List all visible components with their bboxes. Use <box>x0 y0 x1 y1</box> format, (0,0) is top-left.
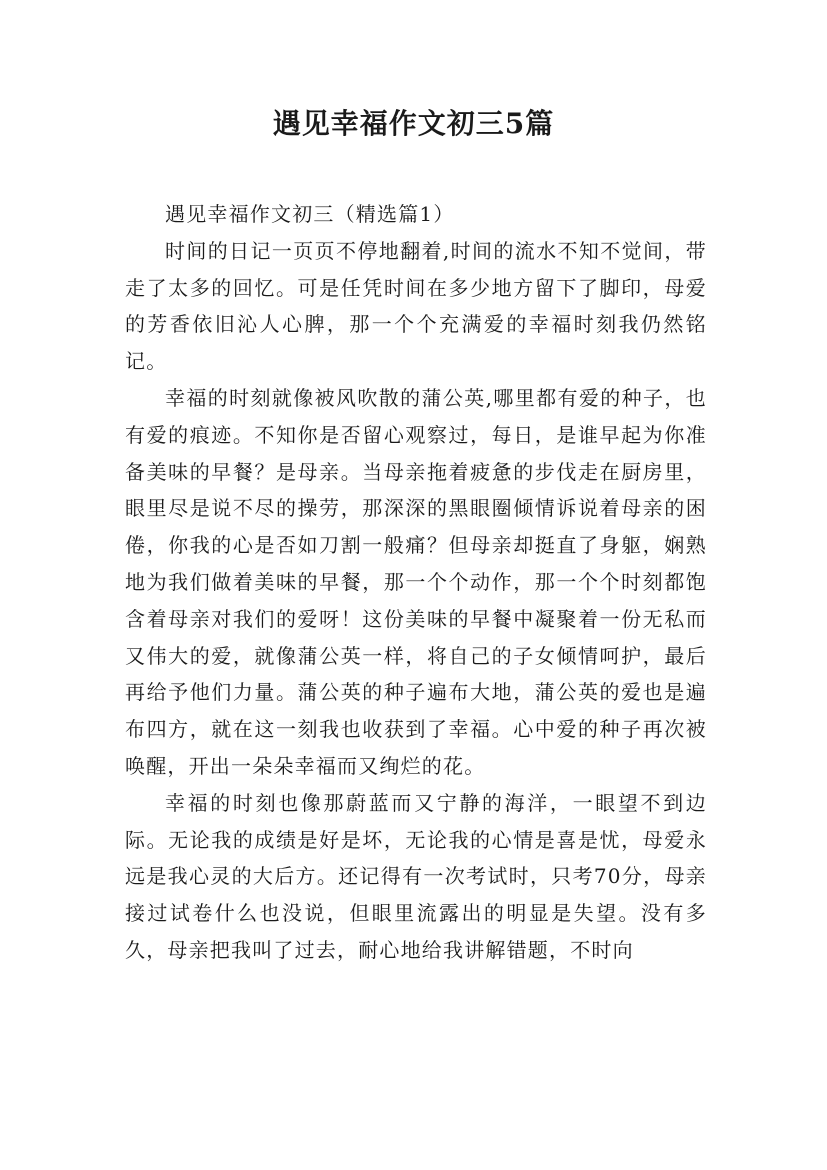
paragraph-2: 幸福的时刻就像被风吹散的蒲公英,哪里都有爱的种子，也有爱的痕迹。不知你是否留心观察过，每日，是谁早起为你准备美味的早餐？是母亲。当母亲拖着疲惫的步伐走在厨房里，眼里尽是说不尽的操劳，那深深的黑眼圈倾情诉说着母亲的困倦，你我的心是否如刀割一般痛？但母亲却挺直了身躯，娴熟地为我们做着美味的早餐，那一个个动作，那一个个时刻都饱含着母亲对我们的爱呀！这份美味的早餐中凝聚着一份无私而又伟大的爱，就像蒲公英一样，将自己的子女倾情呵护，最后再给予他们力量。蒲公英的种子遍布大地，蒲公英的爱也是遍布四方，就在这一刻我也收获到了幸福。心中爱的种子再次被唤醒，开出一朵朵幸福而又绚烂的花。 <box>125 385 707 778</box>
section-heading: 遇见幸福作文初三（精选篇1） <box>165 202 455 226</box>
paragraph-3: 幸福的时刻也像那蔚蓝而又宁静的海洋，一眼望不到边际。无论我的成绩是好是坏，无论我的心情是喜是忧，母爱永远是我心灵的大后方。还记得有一次考试时，只考70分，母亲接过试卷什么也没说，但眼里流露出的明显是失望。没有多久，母亲把我叫了过去，耐心地给我讲解错题，不时向 <box>125 790 707 962</box>
page-title: 遇见幸福作文初三5篇 <box>272 107 555 140</box>
document-body <box>125 196 707 969</box>
paragraph-1: 时间的日记一页页不停地翻着,时间的流水不知不觉间，带走了太多的回忆。可是任凭时间在多少地方留下了脚印，母爱的芳香依旧沁人心脾，那一个个充满爱的幸福时刻我仍然铭记。 <box>125 238 707 374</box>
